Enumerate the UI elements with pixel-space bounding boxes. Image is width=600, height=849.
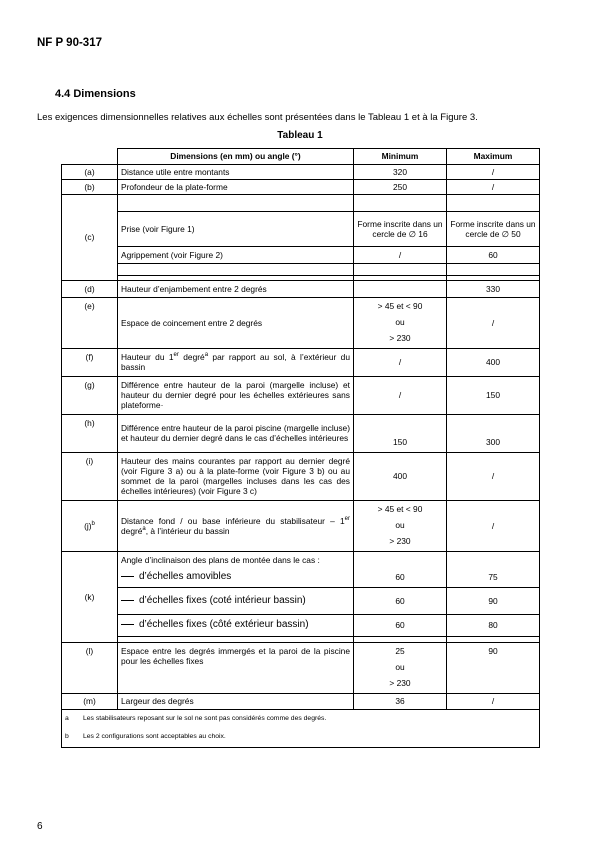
table-row <box>62 298 540 349</box>
section-title: 4.4 Dimensions <box>55 88 136 100</box>
row-label: (a) <box>62 165 118 180</box>
row-label: (m) <box>62 693 118 709</box>
footnote <box>62 709 540 728</box>
row-description: Hauteur d’enjambement entre 2 degrés <box>118 281 354 298</box>
footnote-ref: b <box>91 521 95 528</box>
table-row <box>62 414 540 452</box>
desc-text: degré <box>121 525 143 536</box>
empty-corner <box>62 149 118 165</box>
table-row <box>62 376 540 414</box>
table-row <box>62 614 540 636</box>
row-maximum: / <box>447 452 540 500</box>
row-maximum: 150 <box>447 376 540 414</box>
row-minimum: 60 <box>354 614 447 636</box>
intro-paragraph: Les exigences dimensionnelles relatives aux échelles sont présentées dans le Tableau 1 et à la Figure 3. <box>37 112 478 123</box>
row-description <box>118 567 354 587</box>
label-text: (j) <box>84 520 92 531</box>
dash-mark <box>121 624 134 625</box>
row-description: Angle d’inclinaison des plans de montée dans le cas : <box>118 551 354 567</box>
row-minimum: 60 <box>354 567 447 587</box>
row-label: (c) <box>62 195 118 281</box>
table-row <box>62 452 540 500</box>
row-maximum: / <box>447 180 540 195</box>
table-row <box>62 165 540 180</box>
table-caption: Tableau 1 <box>277 130 323 141</box>
row-maximum: / <box>447 298 540 349</box>
row-minimum: 150 <box>354 414 447 452</box>
desc-text: d’échelles amovibles <box>139 571 232 583</box>
superscript: er <box>173 352 179 359</box>
table-row <box>62 348 540 376</box>
row-label: (h) <box>62 414 118 452</box>
dash-mark <box>121 576 134 577</box>
row-description: Espace entre les degrés immergés et la paroi de la piscine pour les échelles fixes <box>118 642 354 693</box>
footnote-ref: a <box>142 526 146 533</box>
desc-text: Distance fond / ou base inférieure du stabilisateur – 1 <box>121 515 345 526</box>
row-label: (f) <box>62 348 118 376</box>
spacer-cell <box>354 195 447 212</box>
row-minimum: 320 <box>354 165 447 180</box>
min-value-or: ou <box>395 519 405 530</box>
table-row <box>62 551 540 567</box>
row-label: (k) <box>62 551 118 642</box>
min-value-or: ou <box>395 661 405 672</box>
desc-text: Hauteur du 1 <box>121 352 174 363</box>
row-minimum <box>354 500 447 551</box>
table-header-row <box>62 149 540 165</box>
row-description: Largeur des degrés <box>118 693 354 709</box>
row-description: Différence entre hauteur de la paroi piscine (margelle incluse) et hauteur du dernier degré dans le cas d’échelles intérieures <box>118 414 354 452</box>
desc-text: , à l’intérieur du bassin <box>145 525 230 536</box>
superscript: er <box>344 515 350 522</box>
footnote <box>62 728 540 747</box>
desc-text: d’échelles fixes (côté extérieur bassin) <box>139 619 309 631</box>
row-maximum: 75 <box>447 567 540 587</box>
min-value-1: 25 <box>395 645 405 656</box>
spacer-cell <box>447 264 540 276</box>
row-maximum: 90 <box>447 587 540 614</box>
row-minimum: 36 <box>354 693 447 709</box>
row-description: Prise (voir Figure 1) <box>118 212 354 247</box>
min-value-2: > 230 <box>389 535 411 546</box>
header-dimensions: Dimensions (en mm) ou angle (°) <box>118 149 354 165</box>
row-description <box>118 348 354 376</box>
spacer-cell <box>447 551 540 567</box>
row-maximum: / <box>447 500 540 551</box>
row-maximum: 400 <box>447 348 540 376</box>
row-label: (g) <box>62 376 118 414</box>
row-description <box>118 587 354 614</box>
min-value-or: ou <box>395 316 405 327</box>
footnote-text: Les 2 configurations sont acceptables au choix. <box>83 733 226 741</box>
footnote-text: Les stabilisateurs reposant sur le sol ne sont pas considérés comme des degrés. <box>83 714 327 722</box>
min-value-1: > 45 et < 90 <box>377 503 423 514</box>
row-label <box>62 500 118 551</box>
row-label: (b) <box>62 180 118 195</box>
footnote-mark: b <box>65 733 69 741</box>
table-row <box>62 587 540 614</box>
row-minimum: / <box>354 348 447 376</box>
table-row <box>62 567 540 587</box>
row-minimum <box>354 642 447 693</box>
footnote-mark: a <box>65 714 69 722</box>
table-row <box>62 195 540 212</box>
footnote-row <box>62 709 540 728</box>
min-value-1: > 45 et < 90 <box>377 301 423 311</box>
page-number: 6 <box>37 821 43 832</box>
row-maximum: 90 <box>447 642 540 693</box>
row-minimum: / <box>354 247 447 264</box>
row-maximum: 330 <box>447 281 540 298</box>
row-label: (e) <box>62 298 118 349</box>
dash-mark <box>121 600 134 601</box>
table-row <box>62 500 540 551</box>
spacer-cell <box>118 195 354 212</box>
row-minimum: Forme inscrite dans un cercle de ∅ 16 <box>354 212 447 247</box>
row-description: Différence entre hauteur de la paroi (margelle incluse) et hauteur du dernier degré pour les échelles extérieures sans plateforme· <box>118 376 354 414</box>
table-row <box>62 642 540 693</box>
row-maximum: 300 <box>447 414 540 452</box>
row-label: (l) <box>62 642 118 693</box>
table-row <box>62 264 540 276</box>
header-minimum: Minimum <box>354 149 447 165</box>
header-maximum: Maximum <box>447 149 540 165</box>
row-maximum: / <box>447 693 540 709</box>
row-maximum: / <box>447 165 540 180</box>
spacer-cell <box>354 264 447 276</box>
footnote-ref: a <box>204 352 209 359</box>
desc-text: par rapport au sol, à l’extérieur du bassin <box>121 352 350 373</box>
spacer-cell <box>354 551 447 567</box>
row-minimum <box>354 281 447 298</box>
row-maximum: 80 <box>447 614 540 636</box>
min-value-2: > 230 <box>389 332 411 343</box>
row-label: (d) <box>62 281 118 298</box>
document-id: NF P 90-317 <box>37 37 102 49</box>
row-minimum <box>354 298 447 349</box>
row-description: Profondeur de la plate-forme <box>118 180 354 195</box>
table-row <box>62 212 540 247</box>
desc-text: d’échelles fixes (coté intérieur bassin) <box>139 594 306 606</box>
table-row <box>62 247 540 264</box>
row-description <box>118 614 354 636</box>
row-label: (i) <box>62 452 118 500</box>
row-description: Distance utile entre montants <box>118 165 354 180</box>
row-description: Hauteur des mains courantes par rapport au dernier degré (voir Figure 3 a) ou à la plate-forme (voir Figure 3 b) ou au sommet de la paroi (margelles incluses dans les cas des échelles intérieures) (voir Figure 3 c) <box>118 452 354 500</box>
row-maximum: Forme inscrite dans un cercle de ∅ 50 <box>447 212 540 247</box>
min-value-2: > 230 <box>389 677 411 688</box>
table-row <box>62 180 540 195</box>
row-minimum: 60 <box>354 587 447 614</box>
footnote-row <box>62 728 540 747</box>
table-row <box>62 693 540 709</box>
spacer-cell <box>447 195 540 212</box>
table-row <box>62 281 540 298</box>
desc-text: degré <box>178 352 205 363</box>
row-minimum: / <box>354 376 447 414</box>
row-minimum: 400 <box>354 452 447 500</box>
dimensions-table <box>61 148 540 748</box>
row-description: Espace de coincement entre 2 degrés <box>118 298 354 349</box>
row-minimum: 250 <box>354 180 447 195</box>
row-maximum: 60 <box>447 247 540 264</box>
spacer-cell <box>118 264 354 276</box>
row-description: Agrippement (voir Figure 2) <box>118 247 354 264</box>
row-description <box>118 500 354 551</box>
